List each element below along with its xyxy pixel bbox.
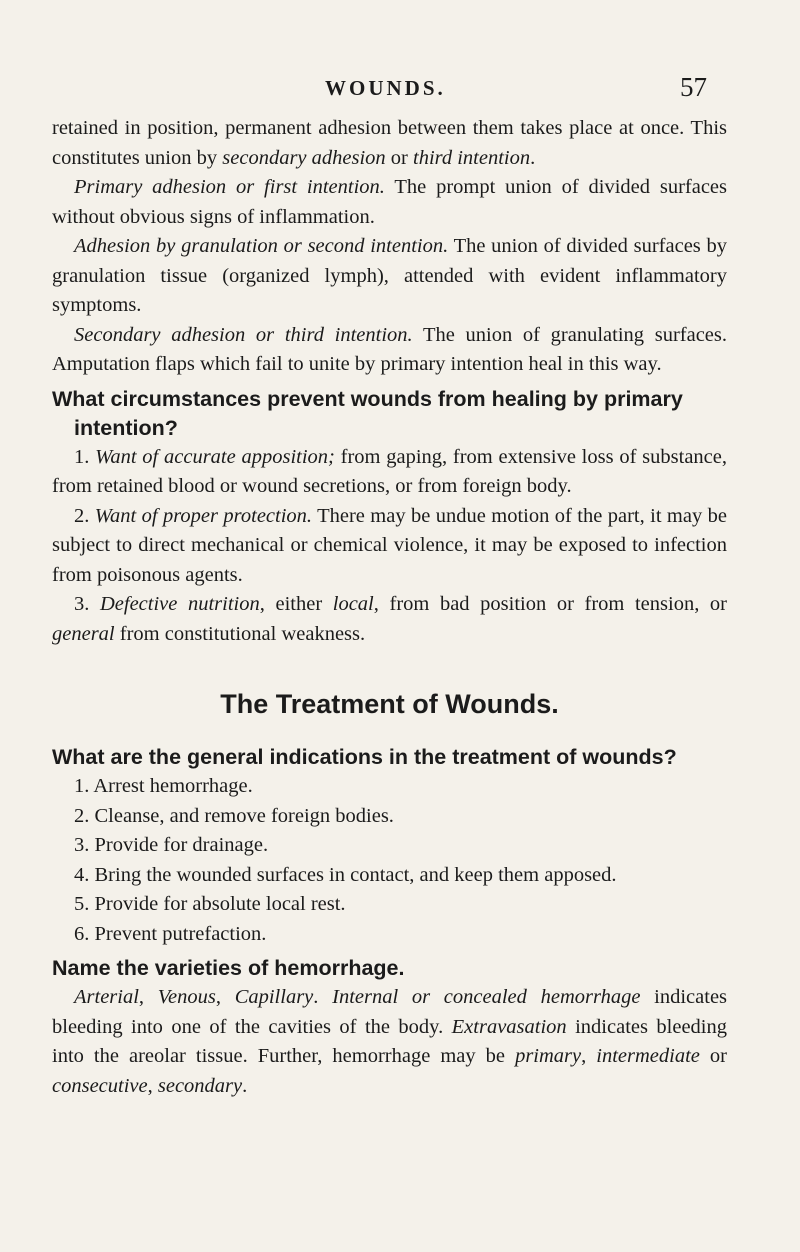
list-item: 1. Arrest hemorrhage. — [74, 775, 253, 797]
page-body — [52, 114, 727, 1101]
section-title: The Treatment of Wounds. — [220, 689, 559, 719]
list-item: 4. Bring the wounded surfaces in contact, and keep them apposed. — [74, 863, 617, 886]
answer-item-1: 1. Want of accurate apposition; from gaping, from extensive loss of substance, from retained blood or wound secretions, or from foreign body. — [52, 445, 727, 497]
list-item: 3. Provide for drainage. — [74, 834, 269, 856]
answer-hemorrhage: Arterial, Venous, Capillary. Internal or concealed hemorrhage indicates bleeding into one of the cavities of the body. Extravasation indicates bleeding into the areolar tissue. Further, hemorrhage may be primary, intermediate or consecutive, secondary. — [52, 986, 728, 1097]
list-item: 2. Cleanse, and remove foreign bodies. — [74, 804, 394, 827]
answer-item-2: 2. Want of proper protection. There may be undue motion of the part, it may be subject to direct mechanical or chemical violence, it may be exposed to infection from poisonous agents. — [52, 504, 727, 586]
definition-second-intention: Adhesion by granulation or second intention. The union of divided surfaces by granulation tissue (organized lymph), attended with evident inflammatory symptoms. — [52, 235, 727, 316]
paragraph-continuation: retained in position, permanent adhesion between them takes place at once. This constitutes union by secondary adhesion or third intention. — [52, 117, 727, 169]
question-heading: Name the varieties of hemorrhage. — [52, 956, 405, 980]
list-item: 6. Prevent putrefaction. — [74, 922, 267, 945]
definition-primary-adhesion: Primary adhesion or first intention. The prompt union of divided surfaces without obvious signs of inflammation. — [52, 176, 727, 228]
question-heading: What circumstances prevent wounds from healing by primary intention? — [52, 386, 683, 440]
answer-item-3: 3. Defective nutrition, either local, from bad position or from tension, or general from constitutional weakness. — [52, 593, 728, 645]
list-item: 5. Provide for absolute local rest. — [74, 893, 346, 915]
page-number: 57 — [680, 72, 707, 102]
definition-third-intention: Secondary adhesion or third intention. The union of granulating surfaces. Amputation flaps which fail to unite by primary intention heal in this way. — [52, 323, 727, 375]
running-head — [0, 72, 800, 106]
running-title: WOUNDS. — [325, 76, 446, 100]
question-heading: What are the general indications in the treatment of wounds? — [52, 745, 677, 769]
